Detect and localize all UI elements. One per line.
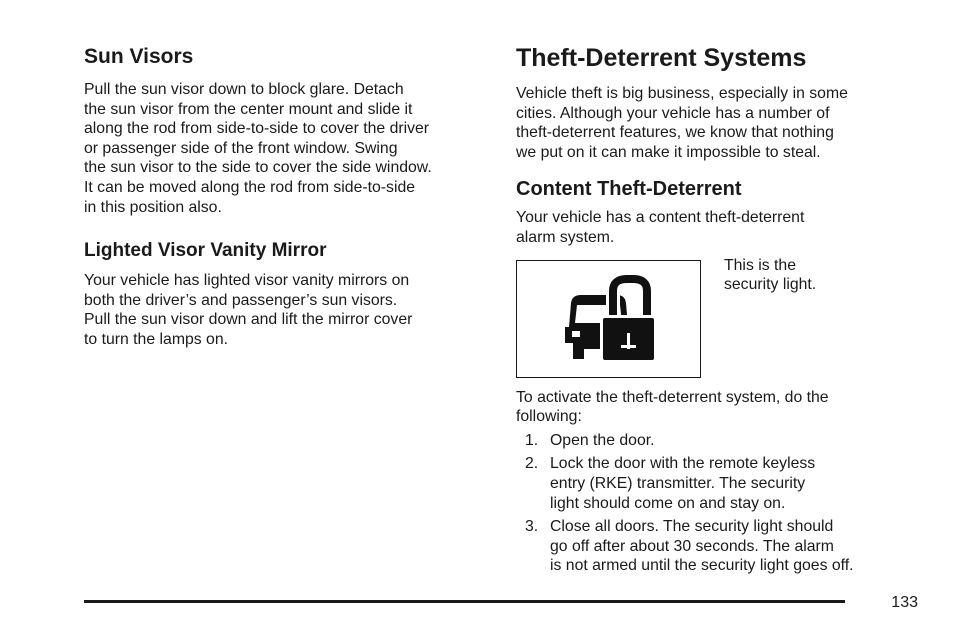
step-text: Open the door.: [550, 431, 655, 449]
activation-steps: [516, 431, 916, 576]
left-column: [84, 44, 494, 350]
theft-intro-text: Vehicle theft is big business, especially in some cities. Although your vehicle has a number of theft-deterrent features, we know that nothing we put on it can make it impossible to steal.: [516, 85, 848, 161]
step-text: Lock the door with the remote keyless entry (RKE) transmitter. The security light should come on and stay on.: [550, 455, 816, 512]
figure-frame: [516, 260, 701, 378]
vanity-mirror-heading: Lighted Visor Vanity Mirror: [84, 240, 327, 262]
theft-deterrent-heading: Theft-Deterrent Systems: [516, 44, 807, 72]
list-item: [516, 454, 916, 513]
security-light-figure: [516, 256, 916, 388]
content-theft-heading: Content Theft-Deterrent: [516, 178, 742, 201]
step-number: 2.: [525, 455, 539, 473]
sun-visors-text: Pull the sun visor down to block glare. Detach the sun visor from the center mount and slide it along the rod from side-to-side to cover the driver or passenger side of the front window. Swing the sun visor to the side to cover the side window. It can be moved along the rod from side-to-side in this position also.: [84, 81, 432, 216]
vanity-mirror-text: Your vehicle has lighted visor vanity mirrors on both the driver’s and passenger’s sun visors. Pull the sun visor down and lift the mirror cover to turn the lamps on.: [84, 272, 413, 348]
page-number: 133: [891, 594, 918, 611]
security-light-icon: [557, 275, 659, 365]
content-theft-text: Your vehicle has a content theft-deterrent alarm system.: [516, 209, 805, 246]
step-number: 3.: [525, 518, 539, 536]
footer-rule: [84, 600, 845, 603]
step-number: 1.: [525, 431, 539, 449]
figure-caption: This is the security light.: [724, 256, 817, 294]
sun-visors-heading: Sun Visors: [84, 45, 194, 68]
activate-text: To activate the theft-deterrent system, do the following:: [516, 388, 829, 426]
list-item: [516, 517, 916, 576]
step-text: Close all doors. The security light should go off after about 30 seconds. The alarm is not armed until the security light goes off.: [550, 518, 854, 575]
list-item: [516, 431, 916, 451]
right-column: [516, 42, 916, 580]
